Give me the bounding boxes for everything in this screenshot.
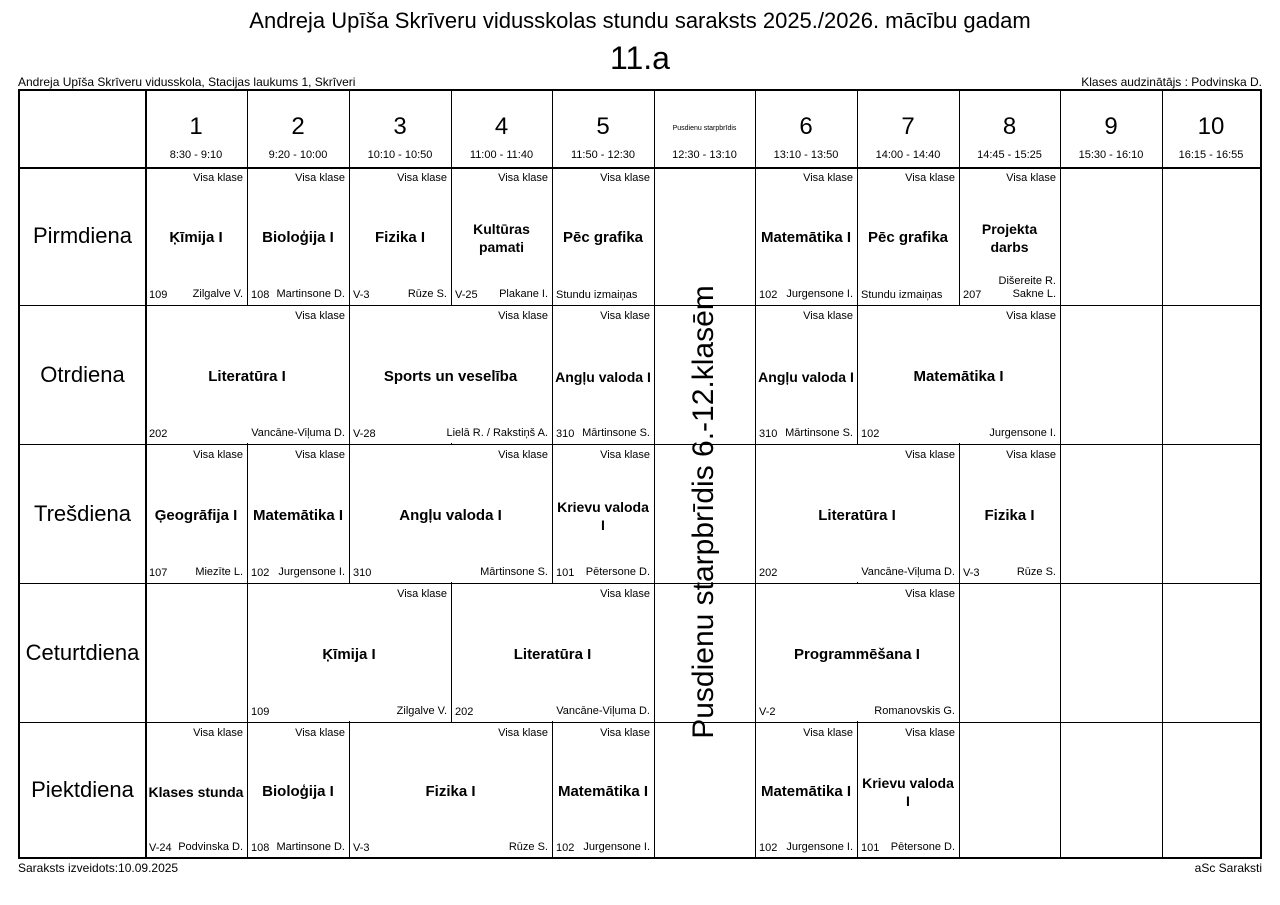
period-header [1162,91,1260,167]
lesson-subject: Projekta darbs [981,221,1038,255]
lesson-group: Visa klase [1006,310,1056,322]
lesson-group: Visa klase [193,449,243,461]
lesson-teacher: Zilgalve V. [396,705,447,717]
period-number: 7 [901,113,915,140]
lesson-subject: Matemātika I [252,506,344,524]
lesson-group: Visa klase [498,727,548,739]
period-number: 1 [189,113,203,140]
class-name: 11.a [610,40,670,76]
period-header [959,91,1060,167]
period-header [145,91,247,167]
lesson-subject: Ģeogrāfija I [154,506,238,524]
lesson-room: Stundu izmaiņas [556,289,638,301]
period-number: 8 [1002,113,1017,140]
lesson-cell[interactable] [552,167,654,305]
lesson-teacher: Jurgensone I. [989,427,1056,439]
period-header [349,91,451,167]
lesson-room: 108 [251,842,270,854]
lesson-subject: Angļu valoda I [758,368,854,385]
period-name: Pusdienu starpbrīdis [672,125,737,132]
lesson-subject: Kultūras pamati [473,221,530,255]
lesson-cell[interactable] [755,305,857,444]
lesson-teacher: Jurgensone I. [278,566,345,578]
lesson-room: 102 [861,428,880,440]
lesson-group: Visa klase [1006,449,1056,461]
lesson-teacher: Rūze S. [1016,566,1056,578]
lesson-teacher: Jurgensone I. [786,288,853,300]
lesson-group: Visa klase [193,727,243,739]
created-date: Saraksts izveidots:10.09.2025 [18,861,179,875]
page-title: Andreja Upīša Skrīveru vidusskolas stundu saraksts 2025./2026. mācību gadam [249,8,1031,33]
lesson-subject: Krievu valoda I [862,775,954,809]
lesson-subject: Literatūra I [818,506,896,524]
lesson-cell[interactable] [349,722,552,858]
lesson-cell[interactable] [959,444,1060,583]
period-number: 3 [393,113,407,140]
lesson-teacher: Martinsone D. [276,288,345,300]
lesson-room: V-3 [353,842,370,854]
lesson-cell[interactable] [552,305,654,444]
lesson-teacher: Lielā R. / Rakstiņš A. [446,427,548,439]
lesson-cell[interactable] [247,583,451,722]
lesson-group: Visa klase [295,727,345,739]
lesson-subject: Pēc grafika [562,229,644,246]
period-time: 14:00 - 14:40 [875,149,941,161]
lesson-teacher: Podvinska D. [178,841,243,853]
lesson-subject: Ķīmija I [322,645,376,663]
lesson-room: 102 [556,842,575,854]
lesson-room: 202 [759,567,778,579]
class-teacher: Klases audzinātājs : Podvinska D. [1081,75,1262,89]
lesson-subject: Matemātika I [760,783,852,800]
lesson-room: 207 [963,289,982,301]
lesson-subject: Sports un veselība [383,367,518,385]
lesson-cell[interactable] [349,305,552,444]
period-time: 16:15 - 16:55 [1178,149,1244,161]
period-time: 14:45 - 15:25 [977,149,1042,161]
lesson-cell[interactable] [247,167,349,305]
lesson-subject: Literatūra I [208,367,286,385]
lesson-cell[interactable] [755,167,857,305]
column-divider [1162,91,1163,857]
period-time: 13:10 - 13:50 [773,149,839,161]
lesson-subject: Fizika I [425,783,476,800]
lesson-subject: Bioloģija I [262,783,334,800]
period-number: 5 [596,113,610,140]
period-number: 9 [1104,113,1118,140]
lesson-teacher: Vancāne-Viļuma D. [861,566,955,578]
lesson-room: 109 [251,706,270,718]
lesson-subject: Matemātika I [557,783,649,800]
lesson-cell[interactable] [552,444,654,583]
lesson-cell[interactable] [349,167,451,305]
lesson-group: Visa klase [803,310,853,322]
period-number: 2 [291,113,305,140]
lesson-cell[interactable] [247,722,349,858]
lunch-break-label: Pusdienu starpbrīdis 6.-12.klasēm [687,285,720,739]
lesson-subject: Bioloģija I [262,229,334,246]
lesson-cell[interactable] [145,444,247,583]
period-time: 11:50 - 12:30 [570,149,635,161]
lesson-group: Visa klase [905,449,955,461]
lesson-subject: Klases stunda [148,784,244,800]
lesson-group: Visa klase [905,588,955,600]
period-header [654,91,755,167]
lesson-group: Visa klase [600,172,650,184]
lesson-subject: Pēc grafika [867,229,949,246]
lesson-teacher: Vancāne-Viļuma D. [251,427,345,439]
day-label: Trešdiena [33,500,131,526]
lesson-cell[interactable] [857,305,1060,444]
lesson-group: Visa klase [600,310,650,322]
lesson-cell[interactable] [755,583,959,722]
lesson-group: Visa klase [397,588,447,600]
column-divider [1060,91,1061,857]
lesson-teacher: Jurgensone I. [583,841,650,853]
lesson-group: Visa klase [600,727,650,739]
lesson-cell[interactable] [857,167,959,305]
lesson-cell[interactable] [959,167,1060,305]
lesson-group: Visa klase [803,727,853,739]
lesson-room: 101 [556,567,575,579]
lesson-teacher: Vancāne-Viļuma D. [556,705,650,717]
period-header [247,91,349,167]
lesson-room: 109 [149,289,168,301]
lesson-group: Visa klase [295,310,345,322]
lesson-room: 202 [455,706,474,718]
lesson-teacher: Mārtinsone S. [480,566,548,578]
period-number: 10 [1197,113,1225,140]
period-number: 4 [494,113,509,140]
lesson-group: Visa klase [498,449,548,461]
period-time: 12:30 - 13:10 [672,149,737,161]
lesson-teacher: Rūze S. [407,288,447,300]
period-header [1060,91,1162,167]
lesson-group: Visa klase [803,172,853,184]
lesson-room: 310 [759,428,778,440]
period-time: 11:00 - 11:40 [469,149,534,161]
period-header [451,91,552,167]
lesson-cell[interactable] [145,167,247,305]
lesson-teacher: Dišereite R. Sakne L. [998,275,1056,300]
lesson-room: V-3 [963,567,980,579]
lesson-group: Visa klase [498,310,548,322]
period-number: 6 [799,113,813,140]
day-label: Otrdiena [40,361,125,387]
period-header [552,91,654,167]
lesson-subject: Angļu valoda I [399,506,502,524]
lesson-subject: Angļu valoda I [555,368,651,385]
lesson-teacher: Mārtinsone S. [582,427,650,439]
lesson-room: 102 [759,842,778,854]
lesson-teacher: Zilgalve V. [192,288,243,300]
lunch-break-block [654,167,754,857]
period-time: 8:30 - 9:10 [169,149,223,161]
lesson-teacher: Plakane I. [499,288,548,300]
lesson-group: Visa klase [905,172,955,184]
lesson-subject: Matemātika I [913,367,1004,385]
lesson-cell[interactable] [755,444,959,583]
lesson-room: V-25 [455,289,478,301]
lesson-cell[interactable] [857,722,959,858]
lesson-subject: Programmēšana I [794,645,920,663]
lesson-group: Visa klase [1006,172,1056,184]
lesson-group: Visa klase [295,172,345,184]
lesson-room: 310 [556,428,575,440]
lesson-subject: Matemātika I [760,229,852,246]
lesson-cell[interactable] [145,722,247,858]
day-label: Ceturtdiena [25,639,140,665]
lesson-group: Visa klase [295,449,345,461]
lesson-cell[interactable] [552,722,654,858]
day-label: Piektdiena [31,777,134,802]
period-time: 15:30 - 16:10 [1078,149,1144,161]
lesson-teacher: Rūze S. [508,841,548,853]
lesson-cell[interactable] [755,722,857,858]
lesson-group: Visa klase [905,727,955,739]
lesson-cell[interactable] [145,305,349,444]
lesson-group: Visa klase [397,172,447,184]
lesson-subject: Fizika I [374,229,426,246]
period-time: 10:10 - 10:50 [367,149,433,161]
period-header [755,91,857,167]
lesson-teacher: Jurgensone I. [786,841,853,853]
lesson-teacher: Martinsone D. [276,841,345,853]
lesson-room: V-24 [149,842,172,854]
lesson-subject: Literatūra I [513,645,592,663]
lesson-room: 102 [759,289,778,301]
lesson-room: 101 [861,842,880,854]
lesson-room: V-2 [759,706,776,718]
lesson-subject: Ķīmija I [169,229,223,246]
lesson-room: Stundu izmaiņas [861,289,943,301]
lesson-cell[interactable] [451,167,552,305]
brand-label: aSc Saraksti [1194,861,1262,875]
lesson-group: Visa klase [498,172,548,184]
lesson-teacher: Pētersone D. [585,566,650,578]
lesson-group: Visa klase [600,588,650,600]
lesson-room: 107 [149,567,168,579]
lesson-group: Visa klase [600,449,650,461]
lesson-room: V-3 [353,289,370,301]
lesson-subject: Fizika I [984,506,1035,524]
lesson-teacher: Romanovskis G. [874,705,955,717]
lesson-subject: Krievu valoda I [557,498,649,533]
lesson-cell[interactable] [451,583,654,722]
period-time: 9:20 - 10:00 [268,149,328,161]
timetable-grid [18,89,1262,859]
period-header [857,91,959,167]
lesson-group: Visa klase [193,172,243,184]
school-address: Andreja Upīša Skrīveru vidusskola, Stacijas laukums 1, Skrīveri [18,75,356,89]
lesson-room: 108 [251,289,270,301]
lesson-cell[interactable] [349,444,552,583]
lesson-room: 102 [251,567,270,579]
lesson-room: 310 [353,567,372,579]
lesson-room: V-28 [353,428,376,440]
lesson-teacher: Mārtinsone S. [785,427,853,439]
lesson-teacher: Pētersone D. [890,841,955,853]
lesson-room: 202 [149,428,168,440]
day-label: Pirmdiena [32,223,133,248]
lesson-cell[interactable] [247,444,349,583]
lesson-teacher: Miezīte L. [195,566,243,578]
